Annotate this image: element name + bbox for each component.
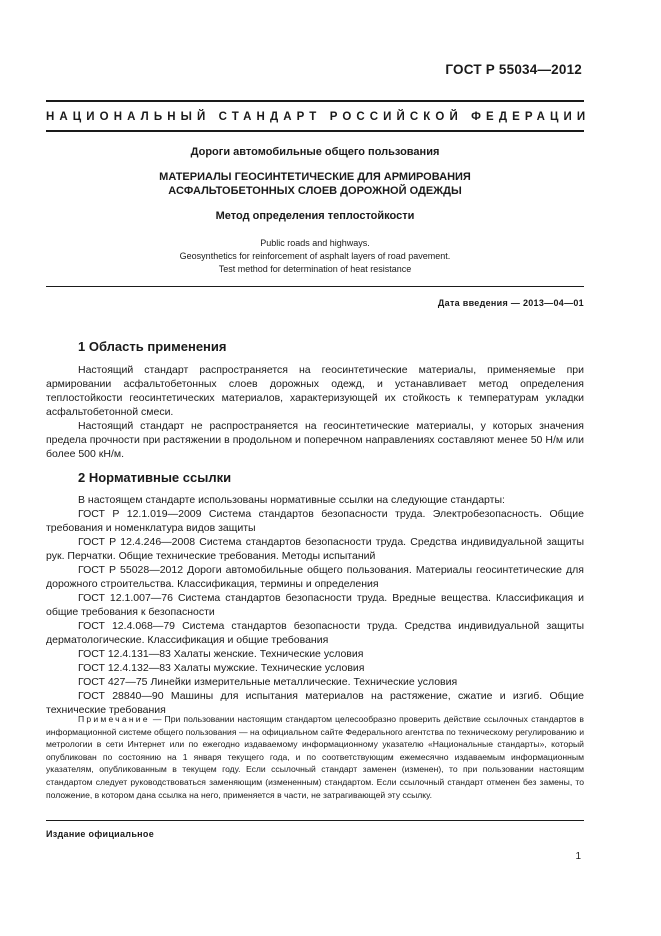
header-rule-bottom <box>46 130 584 132</box>
reference-item: ГОСТ Р 55028—2012 Дороги автомобильные общего пользования. Материалы геосинтетические для дорожного строительства. Классификация, термины и определения <box>46 564 584 590</box>
header-rule-top <box>46 100 584 102</box>
method-title: Метод определения теплостойкости <box>215 210 415 222</box>
footer-divider <box>46 820 584 821</box>
section-2-body <box>46 493 584 717</box>
reference-item: ГОСТ 12.4.068—79 Система стандартов безопасности труда. Средства индивидуальной защиты дерматологические. Классификация и общие требования <box>46 620 584 646</box>
section-1-body <box>46 363 584 461</box>
main-title <box>46 170 584 198</box>
english-title-line-3: Test method for determination of heat resistance <box>218 264 412 274</box>
english-title <box>46 237 584 276</box>
main-title-line-1: МАТЕРИАЛЫ ГЕОСИНТЕТИЧЕСКИЕ ДЛЯ АРМИРОВАНИЯ <box>159 171 471 183</box>
national-standard-banner: НАЦИОНАЛЬНЫЙ СТАНДАРТ РОССИЙСКОЙ ФЕДЕРАЦИИ <box>46 111 591 123</box>
reference-item: ГОСТ 12.1.007—76 Система стандартов безопасности труда. Вредные вещества. Классификация и общие требования к безопасности <box>46 592 584 618</box>
section-2-heading: 2 Нормативные ссылки <box>78 470 232 485</box>
reference-item: ГОСТ Р 12.4.246—2008 Система стандартов безопасности труда. Средства индивидуальной защиты рук. Перчатки. Общие технические требования. Методы испытаний <box>46 536 584 562</box>
note-block <box>46 713 584 801</box>
series-title: Дороги автомобильные общего пользования <box>190 146 440 158</box>
section-2-intro: В настоящем стандарте использованы нормативные ссылки на следующие стандарты: <box>78 494 505 506</box>
page-number: 1 <box>575 851 581 862</box>
document-code: ГОСТ Р 55034—2012 <box>445 62 582 77</box>
title-divider <box>46 286 584 287</box>
note-label: Примечание <box>78 714 150 724</box>
section-1-heading: 1 Область применения <box>78 339 227 354</box>
effective-date: Дата введения — 2013—04—01 <box>437 298 584 308</box>
reference-item: ГОСТ 28840—90 Машины для испытания материалов на растяжение, сжатие и изгиб. Общие технические требования <box>46 690 584 716</box>
reference-item: ГОСТ 12.4.132—83 Халаты мужские. Технические условия <box>78 662 365 674</box>
reference-item: ГОСТ Р 12.1.019—2009 Система стандартов безопасности труда. Электробезопасность. Общие требования и номенклатура видов защиты <box>46 508 584 534</box>
official-edition-label: Издание официальное <box>46 829 155 839</box>
english-title-line-2: Geosynthetics for reinforcement of asphalt layers of road pavement. <box>179 251 451 261</box>
section-1-paragraph-1: Настоящий стандарт распространяется на геосинтетические материалы, применяемые при армировании асфальтобетонных слоев дорожных одежд, и устанавливает метод определения теплостойкости геосинтетических материалов, характеризующей их стойкость к температурам укладки асфальтобетонной смеси. <box>46 364 584 418</box>
reference-item: ГОСТ 427—75 Линейки измерительные металлические. Технические условия <box>78 676 458 688</box>
english-title-line-1: Public roads and highways. <box>260 238 370 248</box>
main-title-line-2: АСФАЛЬТОБЕТОННЫХ СЛОЕВ ДОРОЖНОЙ ОДЕЖДЫ <box>168 185 462 197</box>
note-text: — При пользовании настоящим стандартом целесообразно проверить действие ссылочных стандартов в информационной системе общего пользования — на официальном сайте Федерального агентства по техническому регулированию и метрологии в сети Интернет или по ежегодно издаваемому информационному указателю «Национальные стандарты», который опубликован по состоянию на 1 января текущего года, и по соответствующим ежемесячно издаваемым информационным указателям, опубликованным в текущем году. Если ссылочный стандарт заменен (изменен), то при пользовании настоящим стандартом следует руководствоваться заменяющим (измененным) стандартом. Если ссылочный стандарт отменен без замены, то положение, в котором дана ссылка на него, применяется в части, не затрагивающей эту ссылку. <box>46 714 584 800</box>
section-1-paragraph-2: Настоящий стандарт не распространяется на геосинтетические материалы, у которых значения предела прочности при растяжении в продольном и поперечном направлениях составляют менее 50 Н/м или более 500 кН/м. <box>46 420 584 460</box>
reference-item: ГОСТ 12.4.131—83 Халаты женские. Технические условия <box>78 648 364 660</box>
